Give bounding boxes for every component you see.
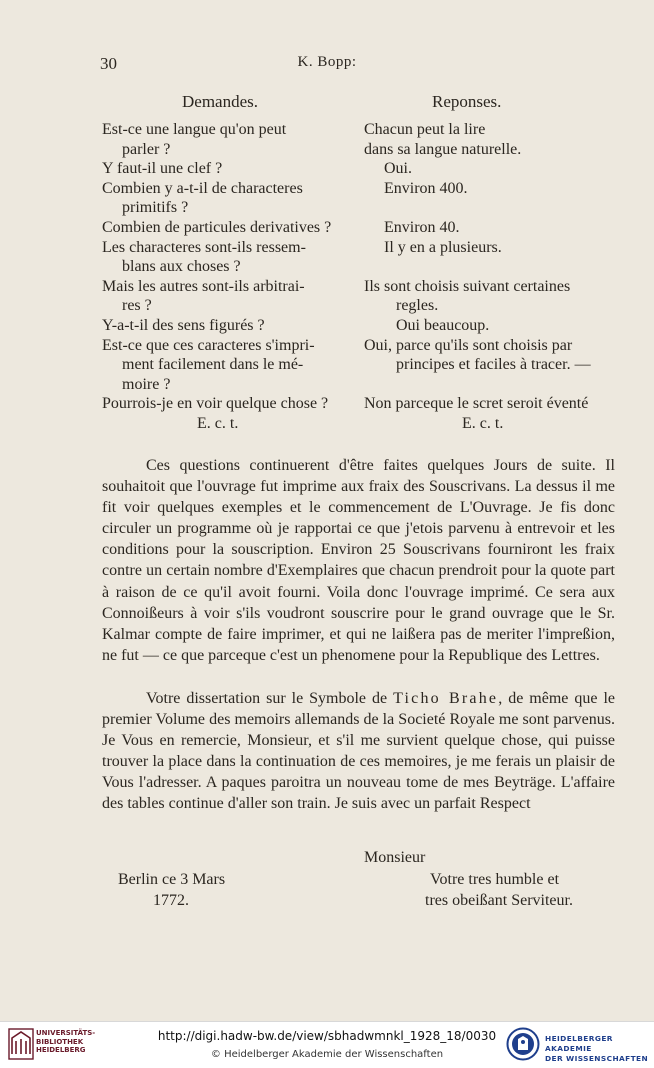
paragraph-2-before: Votre dissertation sur le Symbole de [146,690,394,707]
paragraph-2-name: Ticho Brahe [393,690,499,707]
academy-name [545,1034,654,1064]
answer-line: Chacun peut la lire [364,121,486,138]
answer-line: Environ 400. [384,179,468,197]
question-line: Combien de particules derivatives ? [102,218,332,236]
answer-line: Oui. [384,160,412,178]
question-line: Y-a-t-il des sens figurés ? [102,316,265,334]
answer-line: Oui, parce qu'ils sont choisis par [364,336,573,354]
answer-line: dans sa langue naturelle. [364,140,522,158]
answer-line: regles. [396,297,439,315]
signature-line-2: tres obeißant Serviteur. [425,892,573,909]
paragraph-1-text: Ces questions continuerent d'être faites quelques Jours de suite. Il souhaitoit que l'ouvrage fut imprime aux fraix des Souscrivans. La dessus il me fit voir quelques exemples et le commencement de L'Ouvrage. Je fis donc circuler un programme où je rapportai ce que j'etois parvenu à entrevoir et les conditions pour la souscription. Environ 25 Souscrivans fourniront les fraix contre un certain nombre d'Exemplaires que chacun prendroit pour la quote part à raison de ce qu'il avoit fourni. Voila donc l'ouvrage imprimé. Ce sera aux Connoißeurs à voir s'ils voudront souscrire pour le grand ouvrage que le Sr. Kalmar compte de faire imprimer, et qui ne laißera pas de meriter l'impreßion, ne fut — ce que parceque c'est un phenomene pour la Republique des Lettres. [102,457,615,664]
question-line: res ? [122,297,152,315]
answer-line [364,375,591,395]
answer-line: E. c. t. [462,414,504,432]
question-line: Pourrois-je en voir quelque chose ? [102,395,329,413]
question-line: Est-ce une langue qu'on peut [102,121,287,138]
academy-logo-icon [506,1027,540,1061]
answer-line: Il y en a plusieurs. [384,238,502,256]
question-line: Combien y a-t-il de characteres [102,179,303,197]
question-line: primitifs ? [122,199,189,217]
paragraph-2-after: , de même que le premier Volume des memoirs allemands de la Societé Royale me sont parvenus. Je Vous en remercie, Monsieur, et s'il me survient quelque chose, qui puisse trouver la place dans la continuation de ces memoires, je me ferais un plaisir de Vous l'adresser. A paques paroitra un nouveau tome de mes Beyträge. L'affaire des tables continue d'aller son train. Je suis avec un parfait Respect [102,690,615,813]
question-line: Les characteres sont-ils ressem- [102,238,306,256]
question-line: ment facilement dans le mé- [122,356,304,374]
answer-line: Environ 40. [384,218,460,236]
answer-line: Ils sont choisis suivant certaines [364,277,571,295]
paragraph-1 [102,455,615,666]
academy-line: DER WISSENSCHAFTEN [545,1054,649,1063]
answers-column [364,120,591,434]
signature-line-1: Votre tres humble et [430,871,560,888]
year: 1772. [153,892,189,909]
page-number: 30 [100,54,117,73]
question-line: E. c. t. [197,414,239,432]
questions-column [102,120,331,434]
academy-line: HEIDELBERGER AKADEMIE [545,1034,613,1053]
library-line: UNIVERSITÄTS- [36,1029,96,1037]
copyright-notice: © Heidelberger Akademie der Wissenschaften [210,1049,444,1060]
permalink-url[interactable]: http://digi.hadw-bw.de/view/sbhadwmnkl_1928_18/0030 [157,1029,497,1043]
question-line: Y faut-il une clef ? [102,160,223,178]
answer-line [364,198,591,218]
salutation: Monsieur [364,849,426,866]
answers-heading: Reponses. [432,92,502,111]
answer-line: Oui beaucoup. [396,316,490,334]
answer-line [364,257,591,277]
running-title: K. Bopp: [297,54,357,70]
library-line: HEIDELBERG [36,1046,86,1055]
place-date: Berlin ce 3 Mars [118,871,226,888]
answer-line: principes et faciles à tracer. — [396,356,591,374]
viewer-footer [0,1021,654,1068]
questions-heading: Demandes. [182,92,259,111]
question-line: moire ? [122,375,171,393]
question-line: Mais les autres sont-ils arbitrai- [102,277,305,295]
library-line: BIBLIOTHEK [36,1037,84,1046]
question-line: Est-ce que ces caracteres s'impri- [102,336,315,354]
question-line: parler ? [122,140,171,158]
paragraph-2 [102,688,615,815]
answer-line: Non parceque le scret seroit éventé [364,395,589,413]
question-line: blans aux choses ? [122,258,241,276]
